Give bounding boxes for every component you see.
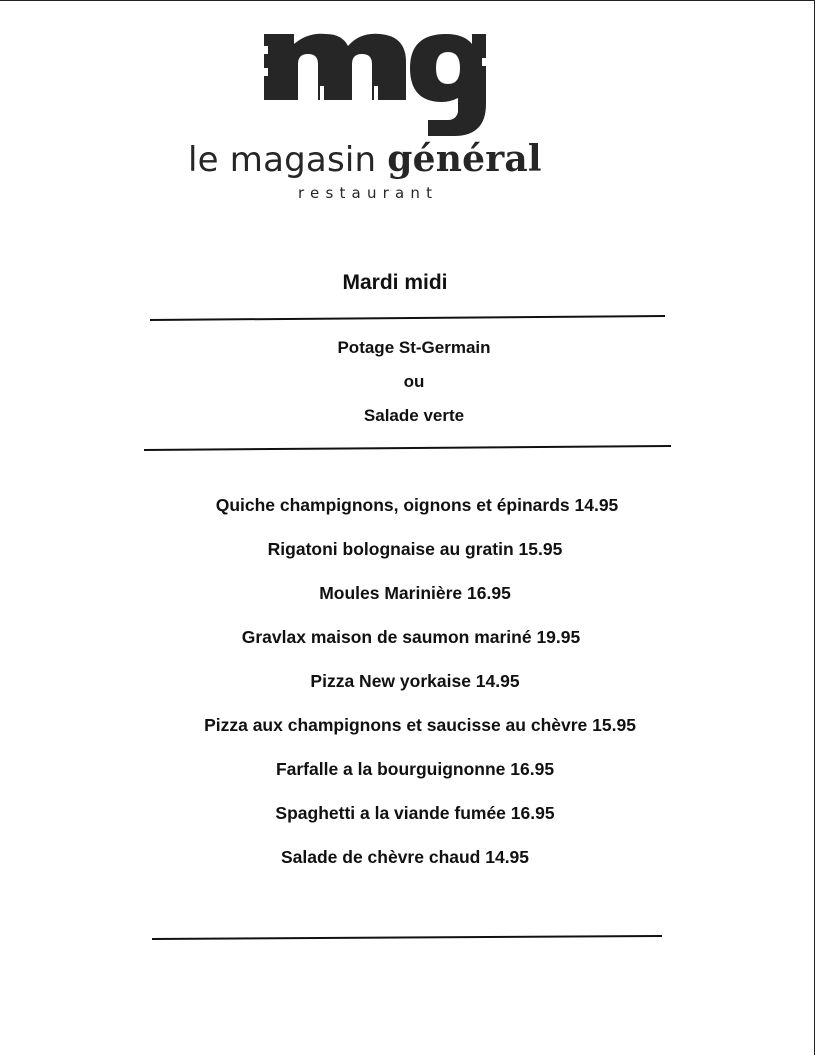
brand-subtitle: restaurant	[298, 184, 439, 202]
dish-list	[0, 494, 816, 890]
divider-bottom	[152, 936, 662, 939]
restaurant-logo	[180, 28, 580, 208]
divider-top	[150, 316, 665, 320]
brand-name-bold: général	[387, 138, 542, 180]
starter-options	[0, 337, 816, 439]
divider-middle	[144, 446, 671, 450]
mg-monogram-logo	[260, 28, 490, 140]
dish-item: Moules Marinière 16.95	[319, 583, 511, 603]
dish-item: Rigatoni bolognaise au gratin 15.95	[267, 539, 563, 559]
brand-name	[188, 138, 542, 181]
starter-item: Salade verte	[363, 406, 465, 425]
dish-item: Gravlax maison de saumon mariné 19.95	[241, 627, 581, 647]
dish-item: Quiche champignons, oignons et épinards 14.95	[215, 495, 619, 515]
brand-name-light: le magasin	[188, 140, 388, 180]
dish-item: Pizza aux champignons et saucisse au chèvre 15.95	[204, 715, 636, 735]
starter-separator: ou	[403, 372, 425, 391]
dish-item: Pizza New yorkaise 14.95	[310, 671, 520, 691]
dish-item: Farfalle a la bourguignonne 16.95	[275, 759, 555, 779]
menu-title: Mardi midi	[342, 271, 448, 294]
starter-item: Potage St-Germain	[337, 338, 491, 357]
dish-item: Spaghetti a la viande fumée 16.95	[275, 803, 555, 823]
dish-item: Salade de chèvre chaud 14.95	[280, 847, 530, 867]
